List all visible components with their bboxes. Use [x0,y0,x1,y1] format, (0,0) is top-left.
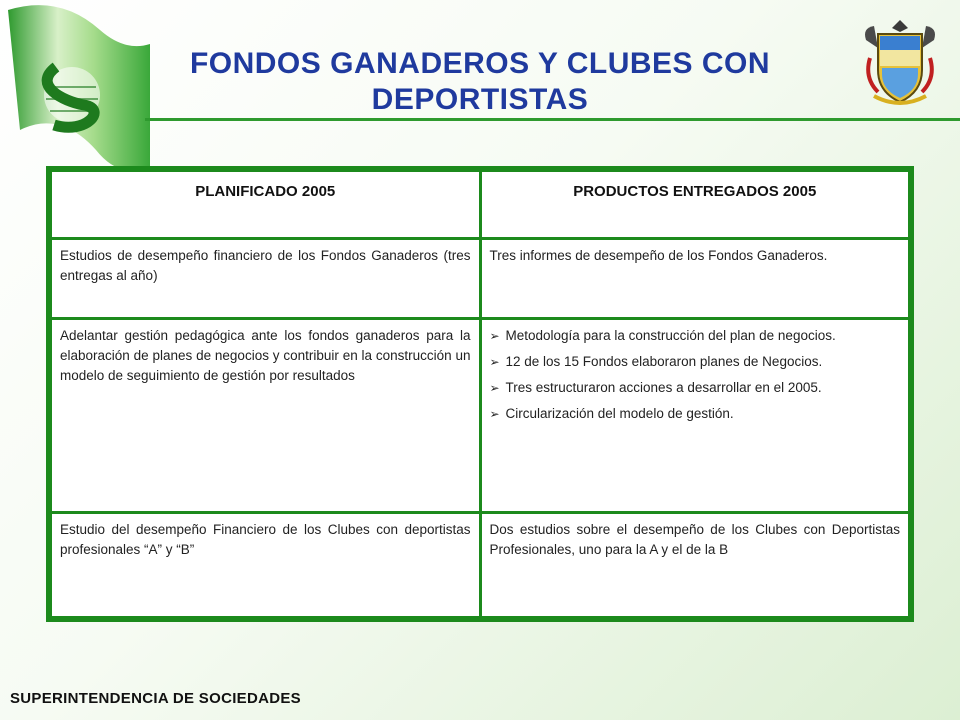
table-row [51,239,910,319]
bullet-text: Metodología para la construcción del plan de negocios. [505,328,836,343]
delivered-bullet-list [490,326,901,424]
title-underline [145,118,960,121]
coat-of-arms-icon [860,18,940,108]
list-item [490,352,901,372]
footer-organization: SUPERINTENDENCIA DE SOCIEDADES [10,690,301,707]
arrow-bullet-icon: ➢ [489,329,500,343]
header-planned: PLANIFICADO 2005 [51,171,481,239]
header-delivered: PRODUCTOS ENTREGADOS 2005 [480,171,910,239]
delivered-cell [480,319,910,513]
arrow-bullet-icon: ➢ [489,407,500,421]
bullet-text: 12 de los 15 Fondos elaboraron planes de Negocios. [505,354,823,369]
table-row [51,513,910,618]
title-line-1: FONDOS GANADEROS Y CLUBES CON [189,47,771,80]
page-title [150,46,810,118]
list-item [490,404,901,424]
bullet-text: Circularización del modelo de gestión. [505,406,734,421]
bullet-text: Tres estructuraron acciones a desarrollar en el 2005. [505,380,822,395]
planned-cell: Estudio del desempeño Financiero de los Clubes con deportistas profesionales “A” y “B” [51,513,481,618]
planned-cell: Estudios de desempeño financiero de los Fondos Ganaderos (tres entregas al año) [51,239,481,319]
title-line-2: DEPORTISTAS [371,83,589,116]
arrow-bullet-icon: ➢ [489,381,500,395]
delivered-cell: Tres informes de desempeño de los Fondos Ganaderos. [480,239,910,319]
table-row [51,319,910,513]
planning-table [46,166,914,622]
list-item [490,326,901,346]
arrow-bullet-icon: ➢ [489,355,500,369]
supersociedades-flag-logo [0,0,160,175]
delivered-cell: Dos estudios sobre el desempeño de los Clubes con Deportistas Profesionales, uno para la A y el de la B [480,513,910,618]
planned-cell: Adelantar gestión pedagógica ante los fondos ganaderos para la elaboración de planes de negocios y contribuir en la construcción un modelo de seguimiento de gestión por resultados [51,319,481,513]
list-item [490,378,901,398]
